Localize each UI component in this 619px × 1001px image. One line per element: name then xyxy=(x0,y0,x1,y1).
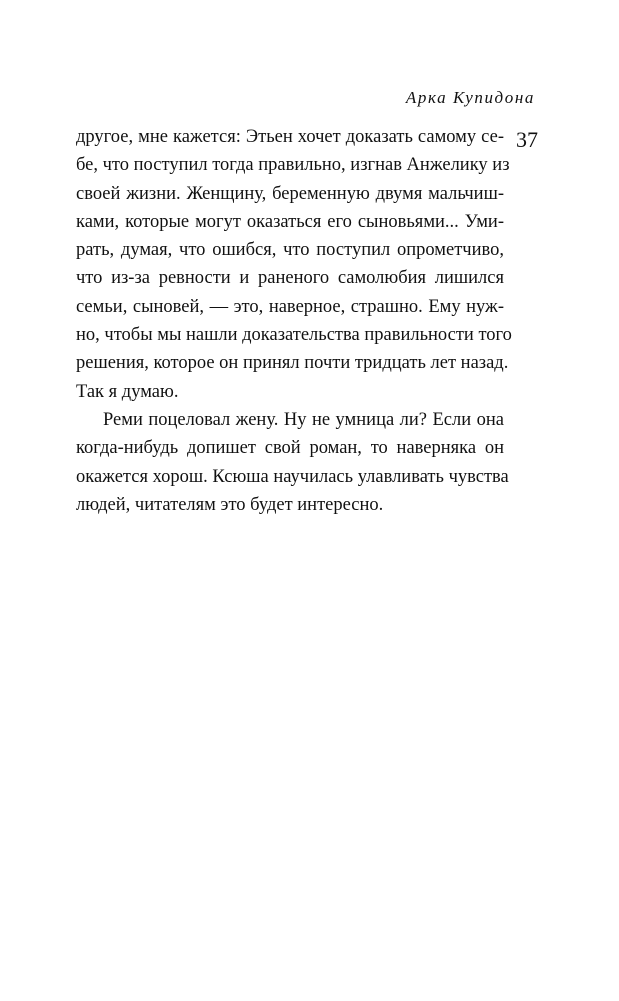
text-line: решения, которое он принял почти тридцать лет назад. xyxy=(76,353,509,374)
text-line: семьи, сыновей, — это, наверное, страшно. Ему нуж- xyxy=(76,296,504,317)
page-number: 37 xyxy=(516,127,538,152)
text-line: другое, мне кажется: Этьен хочет доказать самому се- xyxy=(76,127,504,147)
text-line: но, чтобы мы нашли доказательства правильности того xyxy=(76,325,512,346)
text-line: рать, думая, что ошибся, что поступил опрометчиво, xyxy=(76,240,504,261)
text-line: ками, которые могут оказаться его сыновьями... Уми- xyxy=(76,211,504,232)
text-line: людей, читателям это будет интересно. xyxy=(76,494,384,515)
text-line: окажется хорош. Ксюша научилась улавливать чувства xyxy=(76,466,509,487)
text-line: своей жизни. Женщину, беременную двумя мальчиш- xyxy=(76,183,504,204)
text-line: бе, что поступил тогда правильно, изгнав Анжелику из xyxy=(76,155,510,176)
paragraph-first-line: Реми поцеловал жену. Ну не умница ли? Если она xyxy=(103,409,504,430)
running-header-title: Арка Купидона xyxy=(405,88,535,107)
body-text xyxy=(76,123,512,519)
text-line: что из-за ревности и раненого самолюбия лишился xyxy=(76,268,504,289)
text-line: когда-нибудь допишет свой роман, то наверняка он xyxy=(76,438,504,459)
text-line: Так я думаю. xyxy=(76,381,179,402)
